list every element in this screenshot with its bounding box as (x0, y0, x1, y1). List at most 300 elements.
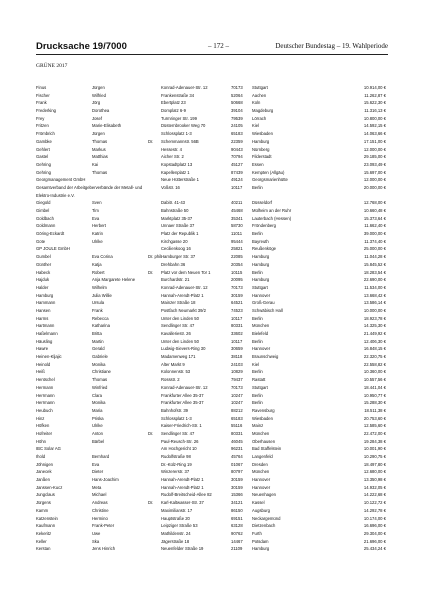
donation-amount: 13.350,98 € (363, 477, 386, 483)
donation-amount: 12.585,60 € (363, 423, 386, 429)
donor-first-name: Sven (92, 200, 102, 206)
donor-city: Düsseldorf (252, 200, 273, 206)
donor-first-name: Jürgen (92, 85, 105, 90)
donor-last-name: Ihold (36, 454, 46, 460)
donor-zip: 88212 (231, 407, 243, 413)
table-row (36, 99, 386, 107)
table-row (36, 353, 386, 361)
donor-zip: 14467 (231, 538, 243, 544)
donor-street: Kavalleriestr. 26 (161, 331, 191, 337)
table-row (36, 315, 386, 323)
donor-street: Kapellenplatz 1 (161, 169, 190, 175)
donor-zip: 55116 (231, 423, 243, 429)
donor-street: Konrad-Adenauer-Str. 12 (161, 284, 208, 290)
donor-first-name: Clara (92, 392, 103, 398)
donation-amount: 12.000,00 € (363, 146, 386, 152)
table-row (36, 445, 386, 453)
donor-city: Rastatt (252, 377, 266, 383)
donation-amount: 15.622,30 € (363, 100, 386, 106)
donor-zip: 30159 (231, 477, 243, 483)
donor-street: Drehbahn 36 (161, 261, 186, 267)
donor-first-name: Robert (92, 269, 105, 275)
donor-city: Kassel (252, 500, 265, 506)
document-number: Drucksache 19/7000 (36, 41, 127, 52)
donor-zip: 35341 (231, 215, 243, 221)
donor-zip: 10829 (231, 369, 243, 375)
table-row (36, 430, 386, 438)
donor-street: Schemmannstr. 56B (161, 138, 199, 144)
donor-city: Kempten (Allgäu) (252, 169, 285, 175)
donor-first-name: Thomas (92, 169, 108, 175)
table-row (36, 522, 386, 530)
table-row (36, 245, 386, 253)
donation-amount: 15.373,64 € (363, 215, 386, 221)
donation-amount: 10.000,00 € (363, 307, 386, 313)
donor-last-name: Göring-Eckardt (36, 231, 65, 237)
donor-city: Neuenhagen (252, 492, 276, 498)
donor-street: Maximilianstr. 17 (161, 507, 193, 513)
donor-last-name: Herrmann (36, 392, 55, 398)
donor-city: Berlin (252, 338, 263, 344)
donor-last-name: Keller (36, 538, 47, 544)
donor-zip: 33602 (231, 331, 243, 337)
donor-first-name: Maria (92, 407, 103, 413)
donation-amount: 11.662,40 € (364, 223, 386, 229)
donor-city: Furth (252, 530, 262, 536)
donor-first-name: Martin (92, 338, 104, 344)
donation-amount: 20.000,00 € (363, 184, 386, 190)
donor-first-name: Monika (92, 400, 106, 406)
donor-first-name: Eva (92, 215, 100, 221)
donation-amount: 11.374,40 € (364, 238, 386, 244)
donor-street: Neuenfelder Straße 19 (161, 546, 204, 552)
donation-amount: 14.592,15 € (363, 123, 386, 129)
donor-last-name: Goldmann (36, 223, 56, 229)
donor-last-name: Kekeritz (36, 530, 52, 536)
donor-zip: 79437 (231, 377, 243, 383)
donor-last-name: Kerstan (36, 546, 51, 552)
donor-street: Turmringer Str. 199 (161, 115, 197, 121)
donor-last-name: Habeck (36, 269, 51, 275)
donor-zip: 30159 (231, 484, 243, 490)
table-row (36, 322, 386, 330)
donor-first-name: Jörg (92, 100, 101, 106)
table-row (36, 222, 386, 230)
donor-zip: 10117 (231, 315, 243, 321)
table-row (36, 438, 386, 446)
donor-street: Schlossplatz 1-3 (161, 131, 192, 137)
donor-zip: 70173 (231, 284, 243, 290)
donor-last-name: Frederking (36, 108, 57, 114)
donor-city: Stuttgart (252, 284, 268, 290)
donor-zip: 52064 (231, 92, 243, 98)
table-row (36, 122, 386, 130)
donor-street: Platz der Republik 1 (161, 231, 199, 237)
donor-street: Hamburger Str. 37 (161, 254, 196, 260)
donor-city: Stuttgart (252, 384, 268, 390)
table-row (36, 530, 386, 538)
donor-city: Potsdam (252, 538, 269, 544)
donor-zip: 45468 (231, 208, 243, 214)
table-row (36, 230, 386, 238)
donor-street: Jägerstraße 18 (161, 538, 190, 544)
donor-city: Aachen (252, 92, 267, 98)
donor-last-name: Halder (36, 284, 49, 290)
donor-last-name: Janssen-Kucz (36, 484, 63, 490)
donor-last-name: Höhn (36, 438, 47, 444)
donor-street: Sendlinger Str. 47 (161, 430, 195, 436)
table-row (36, 330, 386, 338)
donor-street: Domplatz 6-9 (161, 108, 186, 114)
donation-amount: 17.151,00 € (363, 138, 386, 144)
donation-amount: 23.093,49 € (363, 161, 386, 167)
donor-street: Neue Hütterstraße 1 (161, 177, 199, 183)
donor-last-name: Katzenstein (36, 515, 58, 521)
donor-city: Nürnberg (252, 146, 270, 152)
donor-first-name: Julia Willie (92, 292, 112, 298)
donor-last-name: Goldbach (36, 215, 54, 221)
donor-city: Groß-Gerau (252, 300, 275, 306)
donor-zip: 39104 (231, 108, 243, 114)
donor-zip: 87439 (231, 169, 243, 175)
donor-zip: 30159 (231, 292, 243, 298)
donation-amount: 16.696,00 € (363, 523, 386, 529)
donor-first-name: Ska (92, 538, 100, 544)
donor-city: Hamburg (252, 254, 270, 260)
donor-street: Ludwig-Sievers-Ring 30 (161, 346, 206, 352)
donation-amount: 10.557,56 € (363, 377, 386, 383)
table-row (36, 299, 386, 307)
donor-last-name: Jungclaus (36, 492, 55, 498)
donor-last-name: Janecek (36, 469, 52, 475)
donor-city: Wiesbaden (252, 415, 273, 421)
table-row (36, 376, 386, 384)
table-row (36, 345, 386, 353)
donor-street: Düsternbrooker Weg 70 (161, 123, 206, 129)
donor-city: Filderstadt (252, 154, 272, 160)
donor-street: Mainzer Straße 18 (161, 300, 196, 306)
section-title: GRÜNE 2017 (36, 63, 68, 69)
donor-street: Am Hochgericht 10 (161, 446, 197, 452)
table-row (36, 292, 386, 300)
donor-first-name: Rebecca (92, 315, 109, 321)
donor-zip: 10117 (231, 184, 243, 190)
donation-amount: 12.768,00 € (363, 200, 386, 206)
donor-city: Kiel (252, 361, 259, 367)
donor-zip: 22085 (231, 254, 243, 260)
donor-zip: 45764 (231, 454, 243, 460)
table-row (36, 407, 386, 415)
donor-last-name: Hofreiter (36, 430, 53, 436)
donor-street: Dabitr. 41-43 (161, 200, 185, 206)
donor-zip: 50668 (231, 100, 243, 106)
donor-last-name: Hansen (36, 307, 51, 313)
donation-amount: 13.668,42 € (363, 292, 386, 298)
page-number: – 172 – (208, 42, 229, 50)
donor-city: Bielefeld (252, 331, 269, 337)
donation-amount: 14.222,68 € (363, 492, 386, 498)
donor-street: Cecilienkoog 16 (161, 246, 191, 252)
donation-amount: 22.690,00 € (363, 277, 386, 283)
donor-zip: 70794 (231, 154, 243, 160)
donor-city: Berlin (252, 392, 263, 398)
donor-street: Hannah-Arendt-Platz 1 (161, 484, 204, 490)
donor-city: Mülheim an der Ruhr (252, 208, 292, 214)
donor-first-name: Gerald (92, 346, 105, 352)
donor-street: Leipziger Straße 53 (161, 523, 198, 529)
donor-title: Dr. (148, 430, 154, 436)
donor-street: Dr.-Külz-Ring 19 (161, 461, 192, 467)
donor-first-name: Marie-Elisabeth (92, 123, 122, 129)
donor-first-name: Ulrike (92, 238, 103, 244)
table-row (36, 399, 386, 407)
donor-last-name: Gehring (36, 161, 51, 167)
donor-zip: 24105 (231, 123, 243, 129)
table-row (36, 92, 386, 100)
donor-zip: 80331 (231, 430, 243, 436)
donor-last-name: Hamburg (36, 292, 54, 298)
donor-city: Hamburg (252, 138, 270, 144)
donation-amount: 22.472,00 € (363, 430, 386, 436)
donor-city: Dietzenbach (252, 523, 276, 529)
donor-city: Berlin (252, 184, 263, 190)
donor-first-name: Katrin (92, 231, 103, 237)
table-row (36, 476, 386, 484)
donor-first-name: Wilhelm (92, 284, 107, 290)
donor-city: Berlin (252, 400, 263, 406)
donor-last-name: Fritzen (36, 123, 49, 129)
donation-amount: 16.848,15 € (363, 346, 386, 352)
donor-street: Sendlinger Str. 47 (161, 323, 195, 329)
donor-first-name: Christine (92, 507, 109, 513)
donor-first-name: Anton (92, 430, 103, 436)
table-row (36, 307, 386, 315)
donation-amount: 14.292,78 € (363, 507, 386, 513)
donor-last-name: Heubuch (36, 407, 53, 413)
donation-amount: 10.914,00 € (363, 85, 386, 90)
donor-first-name: Jens Hinrich (92, 546, 116, 552)
donor-zip: 90762 (231, 530, 243, 536)
donor-zip: 34121 (231, 500, 243, 506)
donor-city: Mainz (252, 423, 264, 429)
donor-street: Hauptstraße 20 (161, 515, 190, 521)
donor-first-name: Ulrike (92, 423, 103, 429)
table-row (36, 499, 386, 507)
table-row (36, 507, 386, 515)
table-row (36, 361, 386, 369)
donor-city: Reußenköge (252, 246, 276, 252)
donor-zip: 96231 (231, 446, 243, 452)
donor-last-name: Giegold (36, 200, 51, 206)
donor-city: München (252, 323, 270, 329)
donation-amount: 29.304,00 € (363, 530, 386, 536)
donor-zip: 38118 (231, 354, 243, 360)
donor-first-name: Jürgen (92, 131, 105, 137)
donor-city: Wiesbaden (252, 131, 273, 137)
table-row (36, 184, 386, 199)
donation-amount: 11.262,87 € (364, 92, 386, 98)
donor-last-name: Kaufmann (36, 523, 56, 529)
donor-first-name: Markus (92, 146, 106, 152)
donor-zip: 65183 (231, 131, 243, 137)
table-row (36, 368, 386, 376)
donor-zip: 21109 (231, 546, 243, 552)
donation-amount: 18.511,38 € (364, 407, 386, 413)
header-rule (36, 54, 388, 55)
donor-city: Koln (252, 100, 261, 106)
donor-zip: 90443 (231, 146, 243, 152)
donor-zip: 70173 (231, 85, 243, 90)
table-row (36, 284, 386, 292)
donation-amount: 13.586,14 € (363, 300, 386, 306)
donor-zip: 01067 (231, 461, 243, 467)
donor-street: Bahnstraße 50 (161, 208, 189, 214)
donor-first-name: Bärbel (92, 438, 105, 444)
donor-city: Hannover (252, 292, 271, 298)
donor-street: Schlossplatz 1-3 (161, 415, 192, 421)
donor-last-name: Gimbel (36, 208, 50, 214)
donor-first-name: Eva (92, 461, 100, 467)
donor-street: Mathildenstr. 24 (161, 530, 191, 536)
donor-zip: 69151 (231, 515, 243, 521)
table-row (36, 169, 386, 177)
donor-street: Hannah-Arendt-Platz 1 (161, 292, 204, 298)
donor-first-name: Britta (92, 331, 102, 337)
donor-last-name: Hammann (36, 300, 56, 306)
donor-city: Langenfeld (252, 454, 273, 460)
donation-amount: 25.434,24 € (363, 546, 386, 552)
donor-title: Dr. (148, 138, 154, 144)
donor-first-name: Hermino (92, 515, 108, 521)
donor-zip: 63128 (231, 523, 243, 529)
donations-table (36, 84, 386, 553)
donation-amount: 18.497,80 € (363, 461, 386, 467)
donor-first-name: Andreas (92, 500, 108, 506)
donor-street: Konrad-Adenauer-Str. 12 (161, 85, 208, 90)
donation-amount: 11.316,13 € (364, 108, 386, 114)
donor-first-name: Kai (92, 161, 99, 167)
donor-city: Bad Staffelstein (252, 446, 282, 452)
table-row (36, 468, 386, 476)
donation-amount: 14.932,05 € (363, 484, 386, 490)
table-row (36, 422, 386, 430)
donor-street: Platz vor dem Neuen Tor 1 (161, 269, 211, 275)
table-row (36, 453, 386, 461)
table-row (36, 207, 386, 215)
donation-amount: 14.063,66 € (363, 131, 386, 137)
donor-last-name: Hajduk (36, 277, 50, 283)
table-row (36, 515, 386, 523)
donor-city: Hamburg (252, 261, 270, 267)
donation-amount: 10.800,00 € (363, 115, 386, 121)
table-row (36, 107, 386, 115)
donor-last-name: Gehring (36, 169, 51, 175)
donor-first-name: Priska (92, 415, 104, 421)
donor-street: Karl-Kaltwasser-Str. 37 (161, 500, 204, 506)
donor-city: Dresden (252, 461, 268, 467)
donor-city: Ravensburg (252, 407, 275, 413)
donor-street: Ebertplatz 23 (161, 100, 186, 106)
table-row (36, 115, 386, 123)
table-row (36, 338, 386, 346)
donor-city: Lauterbach (Hessen) (252, 215, 292, 221)
donor-city: Berlin (252, 315, 263, 321)
donor-street: Paul-Reusch-Str. 26 (161, 438, 199, 444)
donor-last-name: Gumbel (36, 254, 51, 260)
donor-zip: 58730 (231, 223, 243, 229)
donor-city: Hannover (252, 346, 271, 352)
donor-city: Braunschweig (252, 354, 279, 360)
donor-last-name: Hawre (36, 346, 49, 352)
donor-last-name: Frank (36, 100, 47, 106)
donor-city: Hannover (252, 477, 271, 483)
donor-last-name: Georgmanagement GmbH (36, 177, 86, 183)
donor-city: Fröndenberg (252, 223, 276, 229)
donor-city: Stuttgart (252, 85, 268, 90)
table-row (36, 161, 386, 169)
donor-zip: 11011 (231, 231, 243, 237)
donor-city: Berlin (252, 231, 263, 237)
donor-street: Aicher Str. 2 (161, 154, 184, 160)
donation-amount: 10.290,75 € (363, 454, 386, 460)
donation-amount: 20.753,60 € (363, 415, 386, 421)
donation-amount: 18.923,78 € (363, 315, 386, 321)
table-row (36, 138, 386, 146)
donor-street: Unnaer Straße 37 (161, 223, 195, 229)
donor-first-name: Thomas (92, 377, 108, 383)
donor-street: Madamenweg 171 (161, 354, 196, 360)
donation-amount: 18.283,54 € (363, 269, 386, 275)
donor-city: Oberhausen (252, 438, 276, 444)
donor-city: Schwäbisch Hall (252, 307, 283, 313)
donor-street: Frankfurter Allee 35-37 (161, 392, 204, 398)
donor-zip: 20095 (231, 277, 243, 283)
table-row (36, 415, 386, 423)
table-row (36, 461, 386, 469)
donor-title: Dr. (148, 500, 154, 506)
donor-last-name: Kamm (36, 507, 49, 513)
donation-amount: 15.845,52 € (363, 261, 386, 267)
donor-street: Burchardstr. 21 (161, 277, 190, 283)
donor-first-name: Dorothea (92, 108, 110, 114)
donor-street: Unter den Linden 50 (161, 338, 199, 344)
donor-last-name: Heinen-Kljajic (36, 354, 62, 360)
donor-last-name: IBC Solar AG (36, 446, 61, 452)
donor-street: Frankfurter Allee 35-37 (161, 400, 204, 406)
donor-zip: 74523 (231, 307, 243, 313)
table-row (36, 392, 386, 400)
donor-city: Neckargemünd (252, 515, 281, 521)
donor-city: Magdeburg (252, 108, 274, 114)
donation-amount: 21.696,00 € (363, 538, 386, 544)
donor-zip: 15366 (231, 492, 243, 498)
donor-street: Kaiser-Friedrich-Str. 1 (161, 423, 202, 429)
donor-first-name: Herbert (92, 223, 106, 229)
donor-first-name: Josef (92, 115, 103, 121)
donor-street: Kopstadtplatz 13 (161, 161, 193, 167)
donor-last-name: Jöhnigen (36, 461, 53, 467)
donor-last-name: Janßen (36, 477, 50, 483)
donor-first-name: Eva Corina (92, 254, 113, 260)
donation-amount: 11.534,00 € (364, 284, 386, 290)
donor-title: Dr. phil. (148, 254, 162, 260)
table-row (36, 176, 386, 184)
donation-amount: 10.174,00 € (363, 515, 386, 521)
donor-zip: 40211 (231, 200, 243, 206)
table-row (36, 491, 386, 499)
donor-zip: 79539 (231, 115, 243, 121)
donor-first-name: Thomas (92, 138, 108, 144)
